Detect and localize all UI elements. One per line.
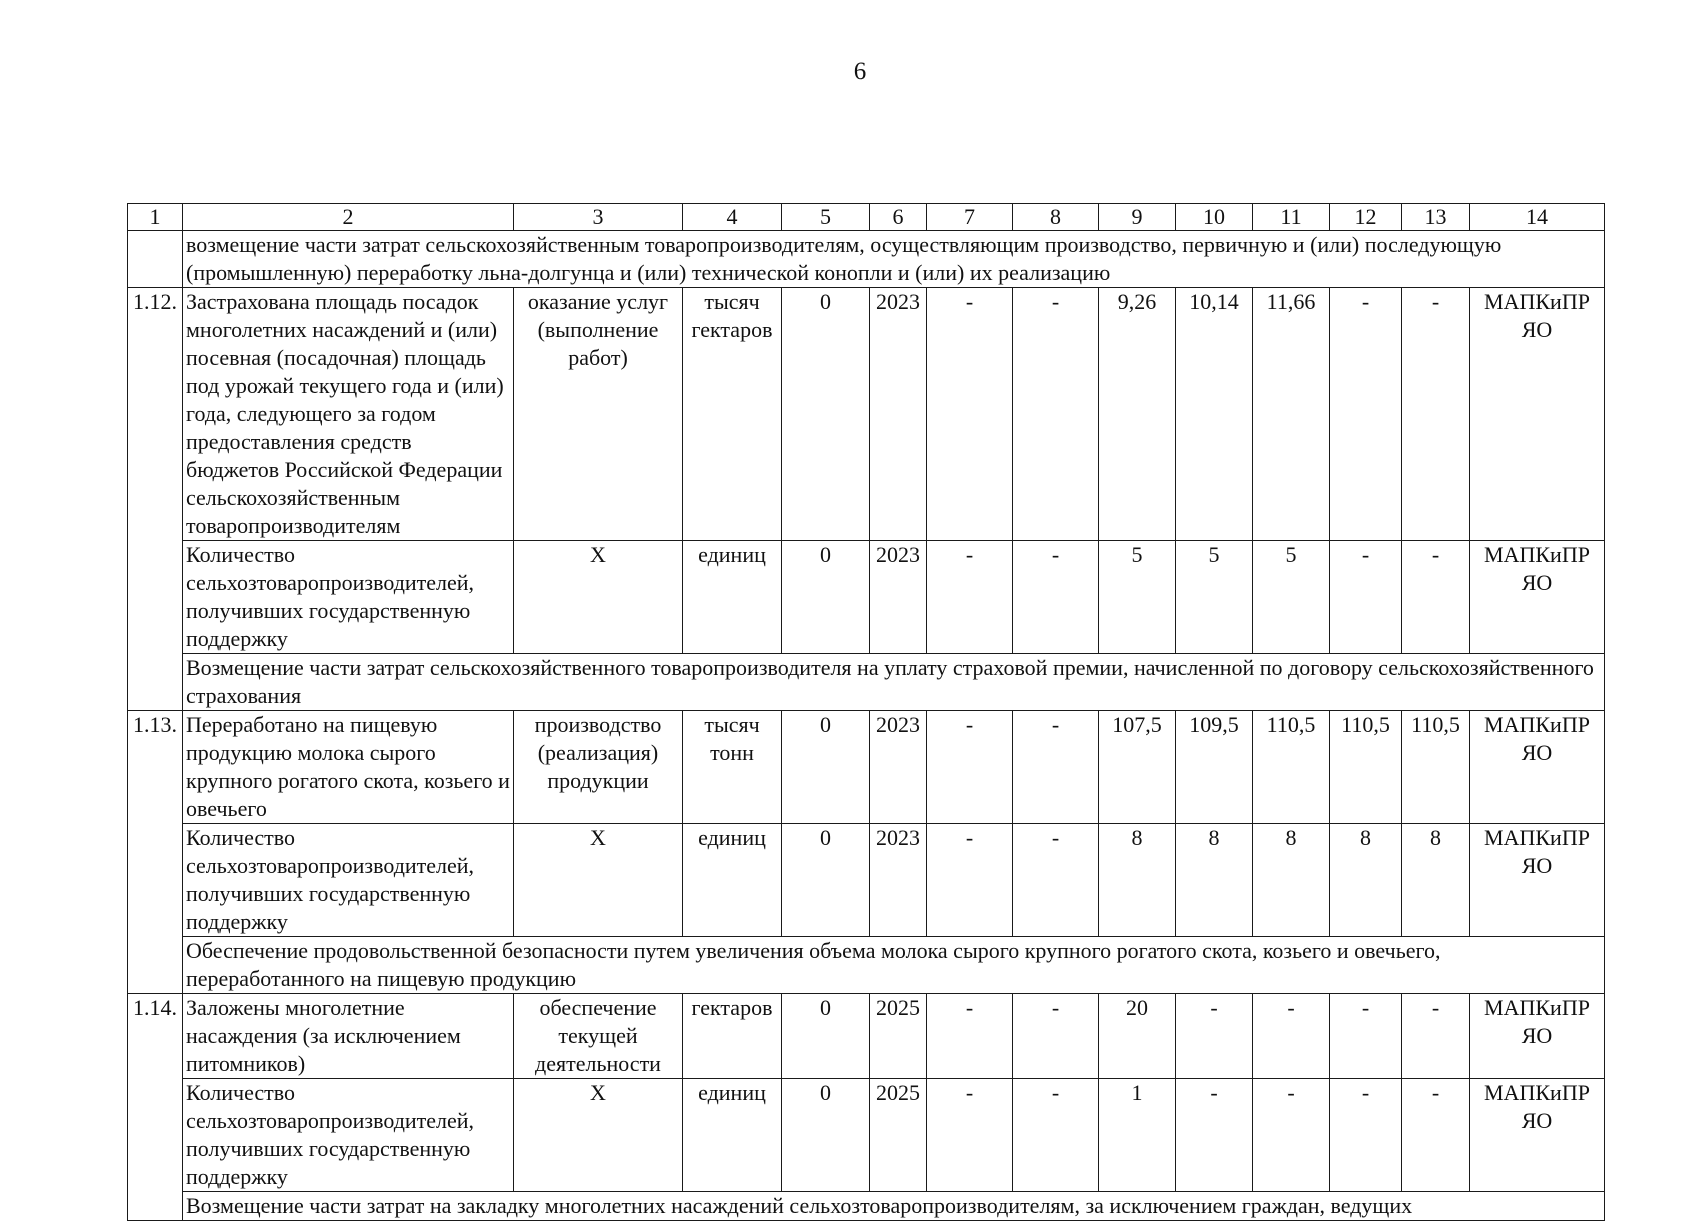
header-cell: 3 [514,204,683,231]
header-cell: 12 [1330,204,1402,231]
value-cell: 20 [1099,994,1176,1079]
indicators-table [127,203,1605,1221]
header-cell: 10 [1176,204,1253,231]
indicator-row [128,288,1605,541]
value-cell: - [1402,1079,1470,1192]
base-year-cell: 2023 [870,824,927,937]
header-cell: 6 [870,204,927,231]
header-cell: 11 [1253,204,1330,231]
row-number-cell: 1.12. [128,288,183,711]
value-cell: - [927,824,1013,937]
responsible-cell: МАПКиПР ЯО [1470,1079,1605,1192]
responsible-cell: МАПКиПР ЯО [1470,288,1605,541]
indicator-type-cell: обеспечение текущей деятельности [514,994,683,1079]
unit-cell: тысяч гектаров [683,288,782,541]
description-text: возмещение части затрат сельскохозяйственным товаропроизводителям, осуществляющим производство, первичную и (или) последующую (промышленную) переработку льна-долгунца и (или) технической конопли и (или) их реализацию [183,231,1605,288]
page-number: 6 [853,58,867,85]
value-cell: 107,5 [1099,711,1176,824]
header-cell: 1 [128,204,183,231]
base-value-cell: 0 [782,541,870,654]
value-cell: - [1013,541,1099,654]
description-row [128,1192,1605,1221]
value-cell: - [1402,541,1470,654]
value-cell: - [1013,288,1099,541]
value-cell: - [1402,994,1470,1079]
responsible-cell: МАПКиПР ЯО [1470,541,1605,654]
base-value-cell: 0 [782,1079,870,1192]
table-body [128,204,1605,1221]
value-cell: 8 [1253,824,1330,937]
value-cell: 5 [1099,541,1176,654]
value-cell: - [927,711,1013,824]
value-cell: 110,5 [1330,711,1402,824]
header-cell: 14 [1470,204,1605,231]
value-cell: 10,14 [1176,288,1253,541]
base-year-cell: 2025 [870,994,927,1079]
header-cell: 7 [927,204,1013,231]
description-text: Возмещение части затрат на закладку многолетних насаждений сельхозтоваропроизводителям, за исключением граждан, ведущих [183,1192,1605,1221]
value-cell: - [927,1079,1013,1192]
indicator-name-cell: Заложены многолетние насаждения (за исключением питомников) [183,994,514,1079]
responsible-cell: МАПКиПР ЯО [1470,711,1605,824]
header-cell: 2 [183,204,514,231]
value-cell: 109,5 [1176,711,1253,824]
indicator-row [128,711,1605,824]
indicator-name-cell: Застрахована площадь посадок многолетних насаждений и (или) посевная (посадочная) площадь под урожай текущего года и (или) года, следующего за годом предоставления средств бюджетов Российской Федерации сельскохозяйственным товаропроизводителям [183,288,514,541]
row-number-cell [128,231,183,288]
value-cell: 110,5 [1253,711,1330,824]
base-value-cell: 0 [782,824,870,937]
value-cell: - [1402,288,1470,541]
indicator-name-cell: Переработано на пищевую продукцию молока сырого крупного рогатого скота, козьего и овечьего [183,711,514,824]
description-text: Возмещение части затрат сельскохозяйственного товаропроизводителя на уплату страховой премии, начисленной по договору сельскохозяйственного страхования [183,654,1605,711]
indicator-name-cell: Количество сельхозтоваропроизводителей, получивших государственную поддержку [183,1079,514,1192]
value-cell: - [1013,711,1099,824]
base-value-cell: 0 [782,994,870,1079]
indicator-name-cell: Количество сельхозтоваропроизводителей, получивших государственную поддержку [183,541,514,654]
value-cell: 8 [1099,824,1176,937]
value-cell: 1 [1099,1079,1176,1192]
indicator-name-cell: Количество сельхозтоваропроизводителей, получивших государственную поддержку [183,824,514,937]
value-cell: 8 [1402,824,1470,937]
value-cell: 5 [1176,541,1253,654]
row-number-cell: 1.13. [128,711,183,994]
base-year-cell: 2023 [870,288,927,541]
value-cell: 8 [1176,824,1253,937]
indicator-row [128,1079,1605,1192]
value-cell: 110,5 [1402,711,1470,824]
indicator-row [128,994,1605,1079]
value-cell: - [927,541,1013,654]
value-cell: 5 [1253,541,1330,654]
description-row [128,231,1605,288]
description-text: Обеспечение продовольственной безопасности путем увеличения объема молока сырого крупного рогатого скота, козьего и овечьего, переработанного на пищевую продукцию [183,937,1605,994]
value-cell: - [1330,541,1402,654]
value-cell: - [1013,1079,1099,1192]
unit-cell: тысяч тонн [683,711,782,824]
unit-cell: гектаров [683,994,782,1079]
unit-cell: единиц [683,541,782,654]
value-cell: - [1176,994,1253,1079]
base-year-cell: 2023 [870,541,927,654]
value-cell: - [1253,1079,1330,1192]
header-row [128,204,1605,231]
header-cell: 13 [1402,204,1470,231]
value-cell: - [1253,994,1330,1079]
indicator-row [128,541,1605,654]
value-cell: 11,66 [1253,288,1330,541]
base-year-cell: 2025 [870,1079,927,1192]
indicator-row [128,824,1605,937]
header-cell: 8 [1013,204,1099,231]
value-cell: - [927,994,1013,1079]
value-cell: 8 [1330,824,1402,937]
responsible-cell: МАПКиПР ЯО [1470,824,1605,937]
header-cell: 4 [683,204,782,231]
value-cell: - [1013,824,1099,937]
responsible-cell: МАПКиПР ЯО [1470,994,1605,1079]
header-cell: 9 [1099,204,1176,231]
header-cell: 5 [782,204,870,231]
value-cell: 9,26 [1099,288,1176,541]
base-value-cell: 0 [782,288,870,541]
indicator-type-cell: Х [514,1079,683,1192]
row-number-cell: 1.14. [128,994,183,1221]
base-value-cell: 0 [782,711,870,824]
value-cell: - [927,288,1013,541]
value-cell: - [1330,994,1402,1079]
value-cell: - [1013,994,1099,1079]
indicator-type-cell: Х [514,541,683,654]
description-row [128,937,1605,994]
indicator-type-cell: Х [514,824,683,937]
description-row [128,654,1605,711]
unit-cell: единиц [683,824,782,937]
indicator-type-cell: производство (реализация) продукции [514,711,683,824]
value-cell: - [1176,1079,1253,1192]
indicator-type-cell: оказание услуг (выполнение работ) [514,288,683,541]
base-year-cell: 2023 [870,711,927,824]
value-cell: - [1330,1079,1402,1192]
value-cell: - [1330,288,1402,541]
unit-cell: единиц [683,1079,782,1192]
